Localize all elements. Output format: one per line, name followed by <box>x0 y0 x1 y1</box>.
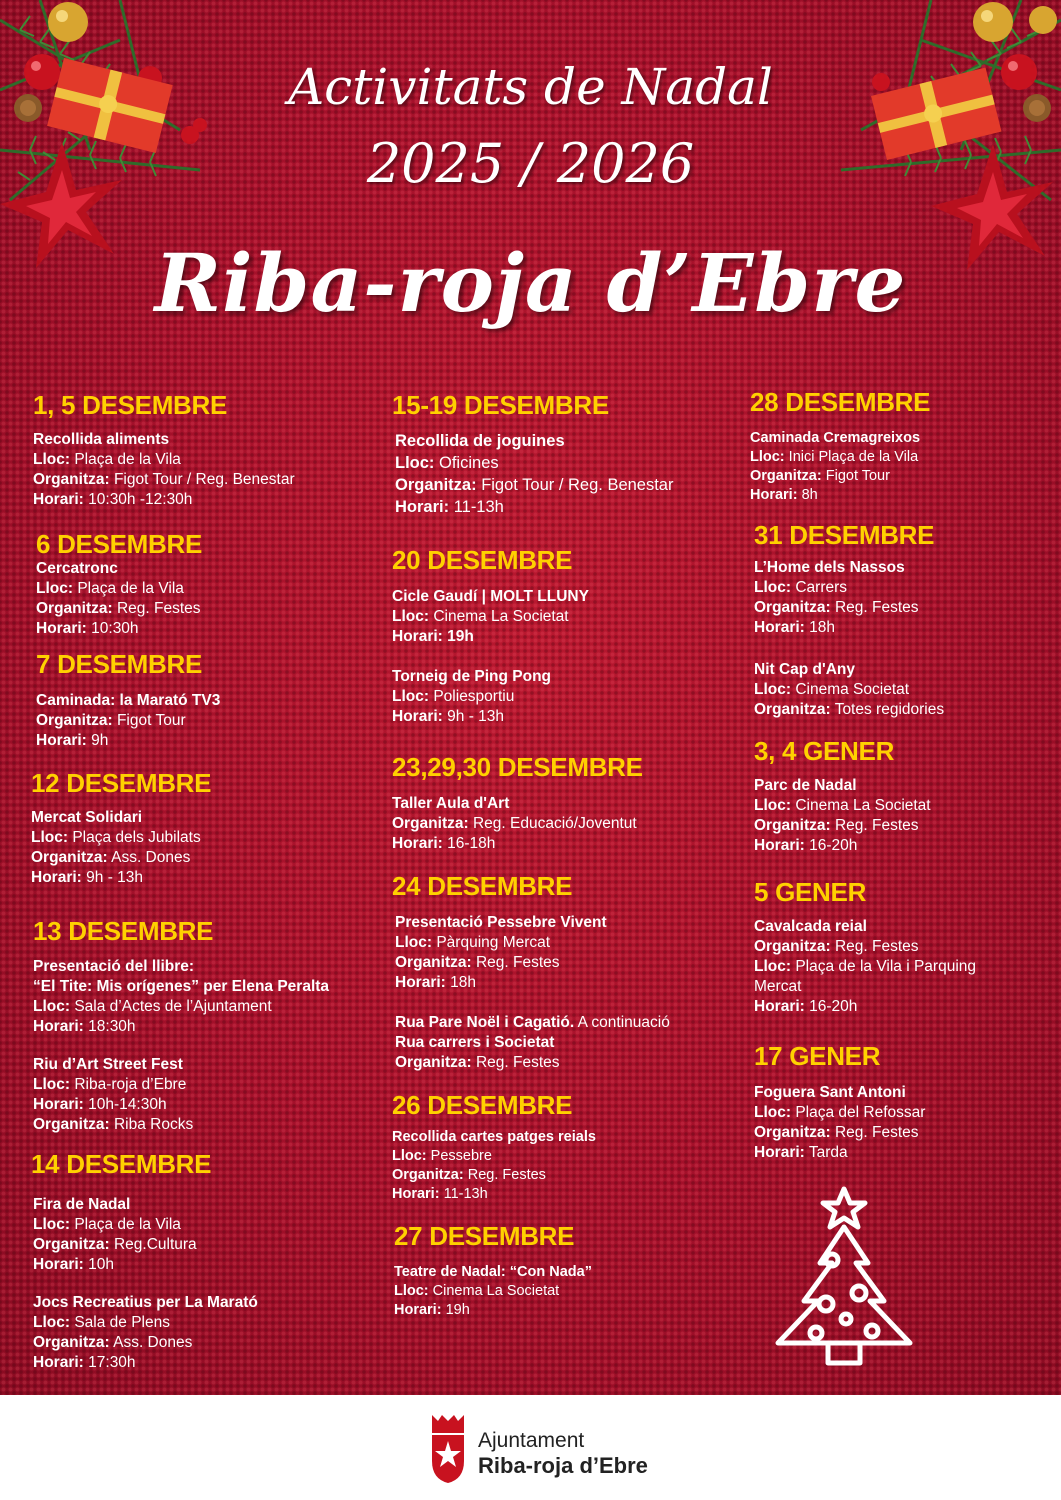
event-block-13-desembre <box>33 916 329 1135</box>
date-heading: 26 DESEMBRE <box>392 1090 573 1120</box>
event-organitza: Organitza: Figot Tour / Reg. Benestar <box>33 471 295 488</box>
event-lloc: Lloc: Plaça de la Vila <box>36 580 184 597</box>
event-horari: Horari: Tarda <box>754 1144 848 1161</box>
event-lloc: Lloc: Riba-roja d’Ebre <box>33 1076 187 1093</box>
event-organitza: Organitza: Reg. Festes <box>395 1054 560 1071</box>
event-horari: Horari: 9h <box>36 732 109 749</box>
event-organitza: Organitza: Riba Rocks <box>33 1116 194 1133</box>
event-block-3-4-gener <box>754 736 931 856</box>
event-block-24-desembre <box>392 871 670 1073</box>
event-block-17-gener <box>754 1041 925 1163</box>
event-horari: Horari: 17:30h <box>33 1354 136 1371</box>
event-horari: Horari: 16-20h <box>754 837 858 854</box>
event-title: Taller Aula d'Art <box>392 795 510 812</box>
event-title: Parc de Nadal <box>754 777 857 794</box>
event-lloc: Lloc: Oficines <box>395 454 499 472</box>
event-organitza: Organitza: Reg. Festes <box>754 1124 919 1141</box>
event-block-6-desembre <box>36 529 202 639</box>
date-heading: 27 DESEMBRE <box>394 1221 575 1251</box>
event-block-5-gener <box>754 877 976 1017</box>
event-lloc-cont: Mercat <box>754 978 802 995</box>
event-horari: Horari: 16-18h <box>392 835 496 852</box>
event-lloc: Lloc: Plaça de la Vila <box>33 451 181 468</box>
event-organitza: Organitza: Reg. Educació/Joventut <box>392 815 637 832</box>
event-title: Caminada Cremagreixos <box>750 430 921 446</box>
event-title: L’Home dels Nassos <box>754 559 905 576</box>
footer <box>0 1395 1061 1500</box>
event-horari: Horari: 11-13h <box>395 498 504 516</box>
event-title: Recollida de joguines <box>395 432 565 450</box>
title-town: Riba-roja d’Ebre <box>154 236 907 330</box>
event-title: Recollida aliments <box>33 431 170 448</box>
event-lloc: Lloc: Pessebre <box>392 1148 492 1164</box>
event-lloc: Lloc: Plaça de la Vila i Parquing <box>754 958 977 975</box>
event-title: Presentació Pessebre Vivent <box>395 914 607 931</box>
event-organitza: Organitza: Reg.Cultura <box>33 1236 197 1253</box>
event-horari: Horari: 11-13h <box>392 1186 488 1202</box>
date-heading: 5 GENER <box>754 877 867 907</box>
event-horari: Horari: 19h <box>394 1302 470 1318</box>
footer-ajuntament: Ajuntament <box>478 1429 585 1452</box>
date-heading: 7 DESEMBRE <box>36 649 203 679</box>
event-organitza: Organitza: Reg. Festes <box>754 938 919 955</box>
event-lloc: Lloc: Sala de Plens <box>33 1314 170 1331</box>
event-block-20-desembre <box>392 545 589 727</box>
event-block-28-desembre <box>750 387 930 505</box>
event-organitza: Organitza: Reg. Festes <box>754 599 919 616</box>
event-organitza: Organitza: Totes regidories <box>754 701 945 718</box>
event-block-1-5-desembre <box>33 390 295 510</box>
event-organitza: Organitza: Figot Tour <box>36 712 186 729</box>
date-heading: 20 DESEMBRE <box>392 545 573 575</box>
event-horari: Horari: 10h-14:30h <box>33 1096 167 1113</box>
event-lloc: Lloc: Plaça dels Jubilats <box>31 829 201 846</box>
date-heading: 17 GENER <box>754 1041 881 1071</box>
event-horari: Horari: 18h <box>395 974 477 991</box>
event-title: Cercatronc <box>36 560 118 577</box>
date-heading: 24 DESEMBRE <box>392 871 573 901</box>
event-horari: Horari: 9h - 13h <box>392 708 505 725</box>
event-block-27-desembre <box>394 1221 592 1320</box>
event-block-7-desembre <box>36 649 220 751</box>
event-organitza: Organitza: Reg. Festes <box>36 600 201 617</box>
date-heading: 14 DESEMBRE <box>31 1149 212 1179</box>
event-organitza: Organitza: Figot Tour <box>750 468 890 484</box>
event-horari: Horari: 18:30h <box>33 1018 136 1035</box>
date-heading: 15-19 DESEMBRE <box>392 390 609 420</box>
event-title: Cavalcada reial <box>754 918 867 935</box>
date-heading: 23,29,30 DESEMBRE <box>392 752 643 782</box>
event-horari: Horari: 19h <box>392 628 474 645</box>
event-block-14-desembre <box>31 1149 258 1373</box>
event-organitza: Organitza: Reg. Festes <box>754 817 919 834</box>
event-horari: Horari: 10:30h <box>36 620 139 637</box>
event-block-23-29-30-desembre <box>392 752 643 854</box>
event-title: Recollida cartes patges reials <box>392 1129 596 1145</box>
event-lloc: Lloc: Cinema La Societat <box>754 797 931 814</box>
event-horari: Horari: 9h - 13h <box>31 869 144 886</box>
date-heading: 1, 5 DESEMBRE <box>33 390 228 420</box>
event-lloc: Lloc: Inici Plaça de la Vila <box>750 449 919 465</box>
event-organitza: Organitza: Ass. Dones <box>31 849 191 866</box>
event-organitza: Organitza: Ass. Dones <box>33 1334 193 1351</box>
date-heading: 12 DESEMBRE <box>31 768 212 798</box>
footer-town: Riba-roja d’Ebre <box>478 1453 648 1478</box>
title-year: 2025 / 2026 <box>366 132 695 195</box>
event-organitza: Organitza: Reg. Festes <box>392 1167 546 1183</box>
event-horari: Horari: 8h <box>750 487 818 503</box>
date-heading: 28 DESEMBRE <box>750 387 931 417</box>
event-lloc: Lloc: Sala d’Actes de l’Ajuntament <box>33 998 272 1015</box>
event-horari: Horari: 10h <box>33 1256 115 1273</box>
event-block-15-19-desembre <box>392 390 673 518</box>
event-lloc: Lloc: Pàrquing Mercat <box>395 934 551 951</box>
event-horari: Horari: 16-20h <box>754 998 858 1015</box>
event-block-26-desembre <box>392 1090 596 1204</box>
christmas-tree-icon <box>770 1183 920 1373</box>
event-title: Mercat Solidari <box>31 809 143 826</box>
event-title: Caminada: la Marató TV3 <box>36 692 221 709</box>
event-title: Teatre de Nadal: “Con Nada” <box>394 1264 592 1280</box>
event-title: Presentació del llibre: <box>33 958 195 975</box>
event-title: Nit Cap d'Any <box>754 661 855 678</box>
event-lloc: Lloc: Cinema La Societat <box>394 1283 560 1299</box>
event-title: Cicle Gaudí | MOLT LLUNY <box>392 588 589 605</box>
event-organitza: Organitza: Reg. Festes <box>395 954 560 971</box>
event-title: Rua Pare Noël i Cagatió. A continuació <box>395 1014 670 1031</box>
event-lloc: Lloc: Plaça del Refossar <box>754 1104 926 1121</box>
event-block-31-desembre <box>754 520 944 720</box>
event-lloc: Lloc: Poliesportiu <box>392 688 515 705</box>
date-heading: 13 DESEMBRE <box>33 916 214 946</box>
event-title: Fira de Nadal <box>33 1196 131 1213</box>
event-title: Riu d’Art Street Fest <box>33 1056 183 1073</box>
event-title: Jocs Recreatius per La Marató <box>33 1294 258 1311</box>
event-organitza: Organitza: Figot Tour / Reg. Benestar <box>395 476 674 494</box>
event-lloc: Lloc: Carrers <box>754 579 848 596</box>
date-heading: 3, 4 GENER <box>754 736 895 766</box>
event-block-12-desembre <box>31 768 211 888</box>
title-activitats: Activitats de Nadal <box>288 58 773 116</box>
event-horari: Horari: 10:30h -12:30h <box>33 491 193 508</box>
event-horari: Horari: 18h <box>754 619 836 636</box>
coat-of-arms-icon <box>428 1413 468 1485</box>
event-title-line2: Rua carrers i Societat <box>395 1034 555 1051</box>
event-lloc: Lloc: Plaça de la Vila <box>33 1216 181 1233</box>
event-lloc: Lloc: Cinema La Societat <box>392 608 569 625</box>
event-subtitle: “El Tite: Mis orígenes” per Elena Peralta <box>33 978 330 995</box>
date-heading: 31 DESEMBRE <box>754 520 935 550</box>
event-lloc: Lloc: Cinema Societat <box>754 681 910 698</box>
event-title: Foguera Sant Antoni <box>754 1084 906 1101</box>
date-heading: 6 DESEMBRE <box>36 529 203 559</box>
event-title: Torneig de Ping Pong <box>392 668 552 685</box>
